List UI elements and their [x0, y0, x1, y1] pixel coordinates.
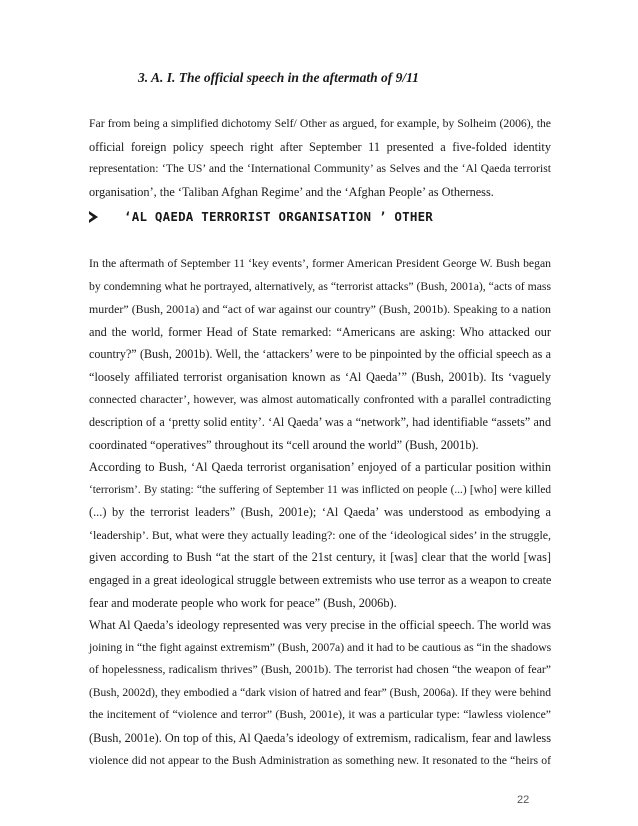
bullet-heading-text: ‘AL QAEDA TERRORIST ORGANISATION ’ OTHER — [124, 209, 434, 224]
text-line: engaged in a great ideological struggle between extremists who use terror as a weapon to create — [89, 572, 552, 587]
text-line: connected character’, however, was almost automatically confronted with a parallel contradicting — [89, 392, 551, 406]
text-line: ‘leadership’. But, what were they actually leading?: one of the ‘ideological sides’ in the struggle, — [89, 527, 551, 542]
section-heading: 3. A. I. The official speech in the aftermath of 9/11 — [138, 70, 419, 85]
paragraph-aftermath — [89, 253, 551, 456]
text-line: the incitement of “violence and terror” (Bush, 2001e), it was a particular type: “lawless violence” — [89, 708, 551, 722]
text-line: (...) by the terrorist leaders” (Bush, 2001e); ‘Al Qaeda’ was understood as embodying a — [89, 505, 551, 520]
text-line: “loosely affiliated terrorist organisation known as ‘Al Qaeda’” (Bush, 2001b). Its ‘vaguely — [89, 369, 551, 384]
text-line: representation: ‘The US’ and the ‘International Community’ as Selves and the ‘Al Qaeda terrorist — [89, 162, 551, 176]
paragraph-ideology — [89, 614, 551, 772]
text-line: coordinated “operatives” throughout its “cell around the world” (Bush, 2001b). — [89, 437, 479, 452]
text-line: In the aftermath of September 11 ‘key events’, former American President George W. Bush began — [89, 257, 551, 270]
arrow-bullet-icon — [89, 211, 98, 223]
text-line: According to Bush, ‘Al Qaeda terrorist organisation’ enjoyed of a particular position within — [89, 460, 551, 474]
text-line: of hopelessness, radicalism thrives” (Bush, 2001b). The terrorist had chosen “the weapon of fear” — [89, 663, 551, 677]
text-line: ‘terrorism’. By stating: “the suffering of September 11 was inflicted on people (...) [who] were killed — [89, 483, 551, 496]
text-line: official foreign policy speech right after September 11 presented a five-folded identity — [89, 139, 551, 154]
text-line: fear and moderate people who work for peace” (Bush, 2006b). — [89, 595, 397, 610]
text-line: and the world, former Head of State remarked: “Americans are asking: Who attacked our — [89, 324, 551, 339]
text-line: given according to Bush “at the start of the 21st century, it [was] clear that the world [was] — [89, 550, 551, 565]
text-line: description of a ‘pretty solid entity’. ‘Al Qaeda’ was a “network”, had identifiable “assets” and — [89, 415, 551, 430]
text-line: What Al Qaeda’s ideology represented was very precise in the official speech. The world was — [89, 618, 551, 632]
page-number: 22 — [517, 794, 530, 806]
text-line: Far from being a simplified dichotomy Self/ Other as argued, for example, by Solheim (2006), the — [89, 117, 551, 130]
bullet-heading — [89, 209, 433, 224]
paragraph-intro — [89, 113, 551, 203]
text-line: by condemning what he portrayed, alternatively, as “terrorist attacks” (Bush, 2001a), “acts of mass — [89, 279, 551, 293]
text-line: murder” (Bush, 2001a) and “act of war against our country” (Bush, 2001b). Speaking to a nation — [89, 302, 551, 317]
text-line: (Bush, 2002d), they embodied a “dark vision of hatred and fear” (Bush, 2006a). If they were behind — [89, 686, 551, 699]
text-line: country?” (Bush, 2001b). Well, the ‘attackers’ were to be pinpointed by the official speech as a — [89, 347, 551, 362]
text-line: violence did not appear to the Bush Administration as something new. It resonated to the “heirs of — [89, 753, 551, 767]
text-line: (Bush, 2001e). On top of this, Al Qaeda’s ideology of extremism, radicalism, fear and lawless — [89, 730, 551, 745]
text-line: organisation’, the ‘Taliban Afghan Regime’ and the ‘Afghan People’ as Otherness. — [89, 184, 494, 199]
paragraph-leadership — [89, 456, 551, 614]
text-line: joining in “the fight against extremism” (Bush, 2007a) and it had to be cautious as “in the shadows — [89, 640, 552, 654]
